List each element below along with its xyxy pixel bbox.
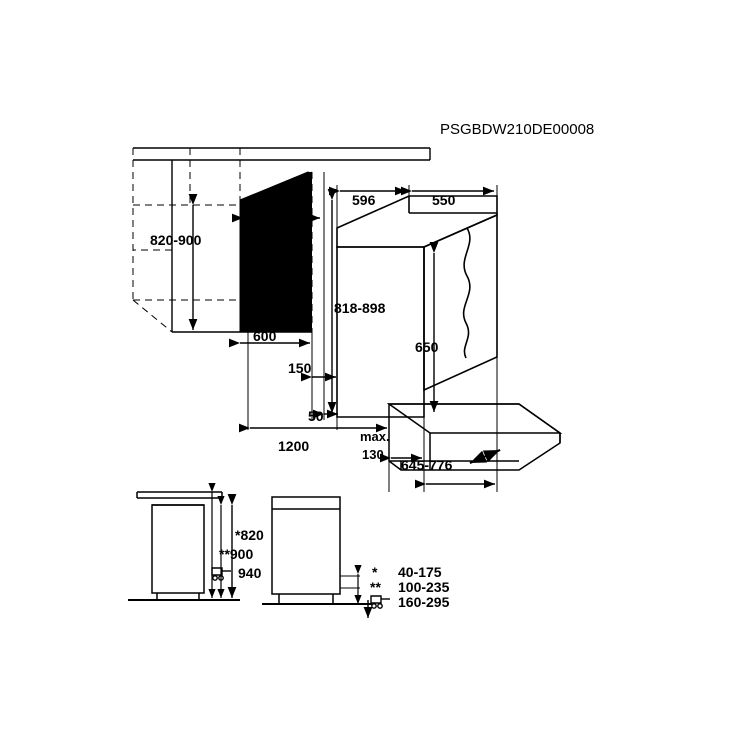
- dim-1200-label: 1200: [278, 438, 310, 454]
- dim-niche-width-label: 600: [253, 328, 277, 344]
- dim-front-heights: [212, 492, 264, 598]
- star-one-symbol: *: [372, 564, 378, 580]
- dim-door-height-label: 650: [415, 339, 439, 355]
- trolley-icon-legend: [371, 596, 390, 608]
- dim-niche-height: [150, 205, 202, 330]
- dim-50-label: 50: [308, 408, 324, 424]
- dim-max-130-label-1: max.: [360, 429, 390, 444]
- dim-front-900-label: **900: [219, 546, 254, 562]
- dim-645-776-label: 645-776: [401, 457, 453, 473]
- dim-appliance-height-label: 818-898: [334, 300, 386, 316]
- dim-front-940-label: 940: [238, 565, 262, 581]
- dim-appliance-depth: [340, 191, 406, 208]
- niche-shaded-face: [240, 172, 308, 332]
- niche-shaded-edge: [308, 172, 312, 332]
- plinth-range-3: 160-295: [398, 594, 450, 610]
- dim-front-820-label: *820: [235, 527, 264, 543]
- dim-niche-height-label: 820-900: [150, 232, 202, 248]
- dim-max-130-label-2: 130: [362, 447, 384, 462]
- dim-appliance-depth-label: 596: [352, 192, 376, 208]
- plinth-legend: [358, 564, 450, 618]
- dim-50: [308, 408, 338, 424]
- star-two-symbol: **: [370, 579, 381, 595]
- dim-appliance-width-label: 550: [432, 192, 456, 208]
- dim-appliance-height: [332, 200, 386, 413]
- dim-150-label: 150: [288, 360, 312, 376]
- plinth-range-1: 40-175: [398, 564, 442, 580]
- water-hose: [464, 228, 470, 358]
- dim-niche-depth-label: min. 550: [248, 220, 305, 236]
- front-view-right: [262, 497, 372, 604]
- drawing-code: PSGBDW210DE00008: [440, 121, 595, 138]
- dim-appliance-width: [412, 191, 494, 208]
- plinth-range-2: 100-235: [398, 579, 450, 595]
